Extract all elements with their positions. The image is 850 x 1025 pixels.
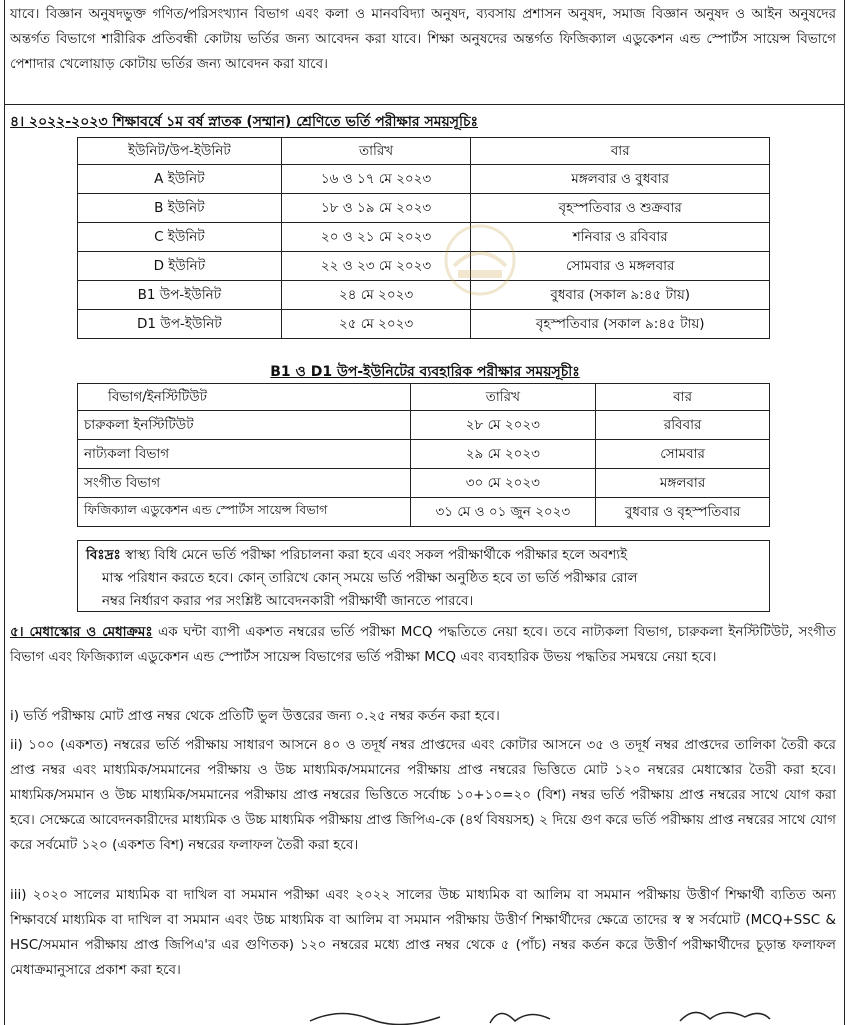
watermark-logo-icon	[440, 220, 520, 300]
section-5-heading: ৫। মেধাস্কোর ও মেধাক্রমঃ	[10, 624, 153, 640]
admission-schedule-table	[77, 137, 770, 339]
table-row	[78, 194, 770, 223]
department-cell: চারুকলা ইনস্টিটিউট	[78, 411, 411, 440]
department-cell: সংগীত বিভাগ	[78, 469, 411, 498]
column-header: বার	[596, 384, 770, 411]
day-cell: মঙ্গলবার ও বুধবার	[471, 165, 770, 194]
practical-schedule-title: B1 ও D1 উপ-ইউনিটের ব্যবহারিক পরীক্ষার সময়সূচীঃ	[270, 364, 580, 380]
unit-cell: D1 উপ-ইউনিট	[78, 310, 282, 339]
date-cell: ৩১ মে ও ০১ জুন ২০২৩	[410, 498, 596, 527]
note-line: নম্বর নির্ধারণ করার পর সংশ্লিষ্ট আবেদনকারী পরীক্ষার্থী জানতে পারবে।	[102, 593, 474, 609]
table-row	[78, 411, 770, 440]
date-cell: ২৮ মে ২০২৩	[410, 411, 596, 440]
note-label: বিঃদ্রঃ	[86, 547, 121, 563]
department-cell: নাট্যকলা বিভাগ	[78, 440, 411, 469]
date-cell: ২০ ও ২১ মে ২০২৩	[281, 223, 471, 252]
table-row	[78, 310, 770, 339]
department-cell: ফিজিক্যাল এডুকেশন এন্ড স্পোর্টস সায়েন্স বিভাগ	[78, 498, 411, 527]
date-cell: ১৮ ও ১৯ মে ২০২৩	[281, 194, 471, 223]
signature	[300, 1003, 780, 1025]
table-header-row	[78, 384, 770, 411]
date-cell: ৩০ মে ২০২৩	[410, 469, 596, 498]
column-header: ইউনিট/উপ-ইউনিট	[78, 138, 282, 165]
column-header: বার	[471, 138, 770, 165]
note-line: বিঃদ্রঃ স্বাস্থ্য বিধি মেনে ভর্তি পরীক্ষা পরিচালনা করা হবে এবং সকল পরীক্ষার্থীকে পরীক্ষার হলে অবশ্যই	[86, 547, 628, 563]
day-cell: বুধবার (সকাল ৯:৪৫ টায়)	[471, 281, 770, 310]
day-cell: মঙ্গলবার	[596, 469, 770, 498]
divider	[4, 104, 845, 105]
table-row	[78, 223, 770, 252]
section-5-point-1: i) ভর্তি পরীক্ষায় মোট প্রাপ্ত নম্বর থেকে প্রতিটি ভুল উত্তরের জন্য ০.২৫ নম্বর কর্তন করা হবে।	[10, 708, 500, 724]
day-cell: শনিবার ও রবিবার	[471, 223, 770, 252]
day-cell: সোমবার ও মঙ্গলবার	[471, 252, 770, 281]
table-row	[78, 469, 770, 498]
column-header: তারিখ	[281, 138, 471, 165]
day-cell: বুধবার ও বৃহস্পতিবার	[596, 498, 770, 527]
table-header-row	[78, 138, 770, 165]
date-cell: ১৬ ও ১৭ মে ২০২৩	[281, 165, 471, 194]
day-cell: রবিবার	[596, 411, 770, 440]
table-row	[78, 165, 770, 194]
date-cell: ২৪ মে ২০২৩	[281, 281, 471, 310]
intro-paragraph: যাবে। বিজ্ঞান অনুষদভুক্ত গণিত/পরিসংখ্যান বিভাগ এবং কলা ও মানববিদ্যা অনুষদ, ব্যবসায় প্রশাসন অনুষদ, সমাজ বিজ্ঞান অনুষদ ও আইন অনুষদের অন্তর্গত বিভাগে শারীরিক প্রতিবন্ধী কোটায় ভর্তির জন্য আবেদন করা যাবে। শিক্ষা অনুষদের অন্তর্গত ফিজিক্যাল এডুকেশন এন্ড স্পোর্টস সায়েন্স বিভাগে পেশাদার খেলোয়াড় কোটায় ভর্তির জন্য আবেদন করা যাবে।	[10, 6, 836, 72]
unit-cell: B ইউনিট	[78, 194, 282, 223]
note-box	[77, 540, 770, 612]
section-5-point-2: ii) ১০০ (একশত) নম্বরের ভর্তি পরীক্ষায় সাধারণ আসনে ৪০ ও তদূর্ধ নম্বর প্রাপ্তদের এবং কোটার আসনে ৩৫ ও তদূর্ধ নম্বর প্রাপ্তদের তালিকা তৈরী করে প্রাপ্ত নম্বর এবং মাধ্যমিক/সমমানের পরীক্ষায় ও উচ্চ মাধ্যমিক/সমমানের পরীক্ষায় প্রাপ্ত নম্বরের ভিত্তিতে মোট ১২০ নম্বরের মেধাস্কোর তৈরী করা হবে। মাধ্যমিক/সমমান ও উচ্চ মাধ্যমিক/সমমানের পরীক্ষায় প্রাপ্ত নম্বরের ভিত্তিতে সর্বোচ্চ ১০+১০=২০ (বিশ) নম্বর ভর্তি পরীক্ষায় প্রাপ্ত নম্বরের সাথে যোগ করা হবে। সেক্ষেত্রে আবেদনকারীদের মাধ্যমিক ও উচ্চ মাধ্যমিক পরীক্ষায় প্রাপ্ত জিপিএ-কে (৪র্থ বিষয়সহ) ২ দিয়ে গুণ করে ভর্তি পরীক্ষায় প্রাপ্ত নম্বরের সাথে যোগ করে সর্বমোট ১২০ (একশত বিশ) নম্বরের ফলাফল তৈরী করা হবে।	[10, 737, 836, 853]
section-4-title: ৪। ২০২২-২০২৩ শিক্ষাবর্ষে ১ম বর্ষ স্নাতক (সম্মান) শ্রেণিতে ভর্তি পরীক্ষার সময়সূচিঃ	[10, 114, 478, 130]
day-cell: সোমবার	[596, 440, 770, 469]
unit-cell: D ইউনিট	[78, 252, 282, 281]
table-row	[78, 440, 770, 469]
date-cell: ২৫ মে ২০২৩	[281, 310, 471, 339]
column-header: বিভাগ/ইনস্টিটিউট	[78, 384, 411, 411]
table-row	[78, 252, 770, 281]
unit-cell: A ইউনিট	[78, 165, 282, 194]
section-5-intro: ৫। মেধাস্কোর ও মেধাক্রমঃ এক ঘন্টা ব্যাপী একশত নম্বরের ভর্তি পরীক্ষা MCQ পদ্ধতিতে নেয়া হবে। তবে নাট্যকলা বিভাগ, চারুকলা ইনস্টিটিউট, সংগীত বিভাগ এবং ফিজিক্যাল এডুকেশন এন্ড স্পোর্টস সায়েন্স বিভাগের ভর্তি পরীক্ষা MCQ এবং ব্যবহারিক উভয় পদ্ধতির সমন্বয়ে নেয়া হবে।	[10, 624, 836, 665]
date-cell: ২২ ও ২৩ মে ২০২৩	[281, 252, 471, 281]
unit-cell: B1 উপ-ইউনিট	[78, 281, 282, 310]
column-header: তারিখ	[410, 384, 596, 411]
date-cell: ২৯ মে ২০২৩	[410, 440, 596, 469]
day-cell: বৃহস্পতিবার ও শুক্রবার	[471, 194, 770, 223]
table-row	[78, 281, 770, 310]
day-cell: বৃহস্পতিবার (সকাল ৯:৪৫ টায়)	[471, 310, 770, 339]
unit-cell: C ইউনিট	[78, 223, 282, 252]
note-line: মাস্ক পরিধান করতে হবে। কোন্ তারিখে কোন্ সময়ে ভর্তি পরীক্ষা অনুষ্ঠিত হবে তা ভর্তি পরীক্ষার রোল	[102, 570, 638, 586]
section-5-point-3: iii) ২০২০ সালের মাধ্যমিক বা দাখিল বা সমমান পরীক্ষা এবং ২০২২ সালের উচ্চ মাধ্যমিক বা আলিম বা সমমান পরীক্ষায় উত্তীর্ণ শিক্ষার্থী ব্যতিত অন্য শিক্ষাবর্ষে মাধ্যমিক বা দাখিল বা সমমান এবং উচ্চ মাধ্যমিক বা আলিম বা সমমান পরীক্ষায় উত্তীর্ণ শিক্ষার্থীদের ক্ষেত্রে তাদের স্ব স্ব সর্বমোট (MCQ+SSC & HSC/সমমান পরীক্ষায় প্রাপ্ত জিপিএ'র এর গুণিতক) ১২০ নম্বরের মধ্যে প্রাপ্ত নম্বর থেকে ৫ (পাঁচ) নম্বর কর্তন করে উত্তীর্ণ পরীক্ষার্থীদের চূড়ান্ত ফলাফল মেধাক্রমানুসারে প্রকাশ করা হবে।	[10, 887, 836, 978]
practical-schedule-table	[77, 383, 770, 527]
table-row	[78, 498, 770, 527]
